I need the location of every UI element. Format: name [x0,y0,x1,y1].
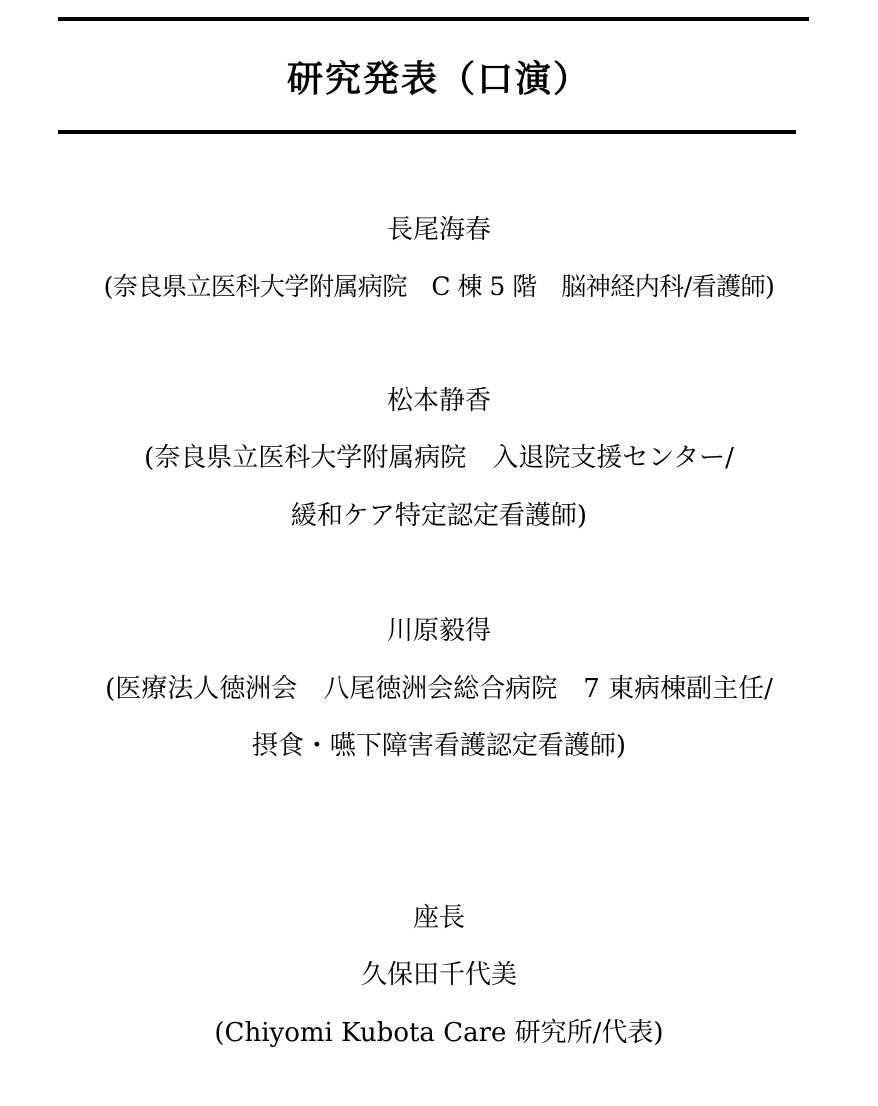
presenter-2-affiliation-line-2: 緩和ケア特定認定看護師) [290,501,588,531]
presenter-1-affiliation: (奈良県立医科大学附属病院 C 棟 5 階 脳神経内科/看護師) [103,272,775,301]
presenter-3-affiliation-line-1: (医療法人徳洲会 八尾徳洲会総合病院 7 東病棟副主任/ [105,674,773,704]
chair-name: 久保田千代美 [360,960,517,990]
chair-label: 座長 [412,903,465,933]
top-rule [58,17,809,21]
presenter-3-affiliation-line-2: 摂食・嚥下障害看護認定看護師) [251,731,627,761]
presenter-2-name: 松本静香 [386,386,491,416]
chair-affiliation: (Chiyomi Kubota Care 研究所/代表) [214,1018,664,1048]
bottom-rule [58,130,796,134]
page-title: 研究発表（口演） [286,59,591,100]
presenter-3-name: 川原毅得 [386,616,491,646]
presenter-1-name: 長尾海春 [386,215,491,245]
presenter-2-affiliation-line-1: (奈良県立医科大学附属病院 入退院支援センター/ [144,443,734,473]
